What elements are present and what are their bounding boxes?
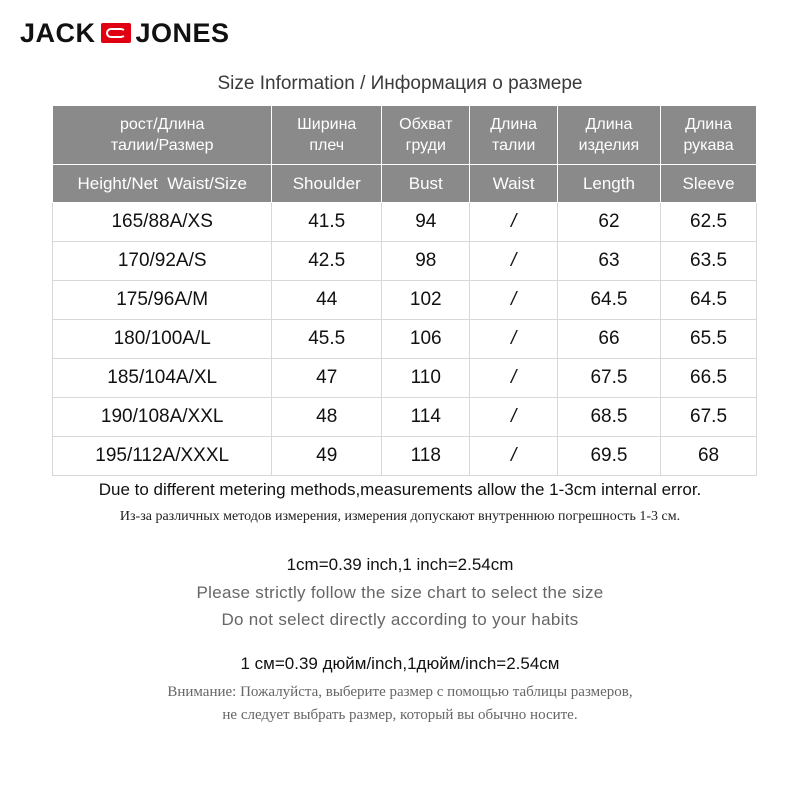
table-row <box>53 320 757 359</box>
header-en-bust: Bust <box>382 165 470 203</box>
sleeve-cell: 63.5 <box>661 242 757 281</box>
shoulder-cell: 44 <box>272 281 382 320</box>
header-ru-shoulder: Ширина плеч <box>272 106 382 165</box>
page-title: Size Information / Информация о размере <box>217 73 583 94</box>
sleeve-cell: 64.5 <box>661 281 757 320</box>
brand-right-word: JONES <box>135 17 230 48</box>
sleeve-cell: 68 <box>661 437 757 476</box>
sleeve-cell: 65.5 <box>661 320 757 359</box>
error-note-en: Due to different metering methods,measurements allow the 1-3cm internal error. <box>98 480 702 499</box>
bust-cell: 102 <box>382 281 470 320</box>
header-row-ru <box>53 106 757 165</box>
sleeve-cell: 66.5 <box>661 359 757 398</box>
size-cell: 185/104A/XL <box>53 359 272 398</box>
header-row-en <box>53 165 757 203</box>
header-en-length: Length <box>557 165 660 203</box>
shoulder-cell: 42.5 <box>272 242 382 281</box>
bust-cell: 106 <box>382 320 470 359</box>
bust-cell: 98 <box>382 242 470 281</box>
length-cell: 62 <box>557 203 660 242</box>
size-cell: 165/88A/XS <box>53 203 272 242</box>
header-en-size: Height/Net Waist/Size <box>53 165 272 203</box>
shoulder-cell: 45.5 <box>272 320 382 359</box>
waist-cell: / <box>470 320 557 359</box>
size-table <box>52 105 757 476</box>
waist-cell: / <box>470 437 557 476</box>
header-ru-bust: Обхват груди <box>382 106 470 165</box>
bust-cell: 118 <box>382 437 470 476</box>
conversion-ru: 1 см=0.39 дюйм/inch,1дюйм/inch=2.54см <box>240 654 560 673</box>
waist-cell: / <box>470 242 557 281</box>
size-cell: 180/100A/L <box>53 320 272 359</box>
bust-cell: 114 <box>382 398 470 437</box>
header-ru-waist: Длина талии <box>470 106 557 165</box>
brand-left-word: JACK <box>20 17 96 48</box>
header-en-waist: Waist <box>470 165 557 203</box>
header-ru-size: рост/Длина талии/Размер <box>53 106 272 165</box>
length-cell: 63 <box>557 242 660 281</box>
red-flag-logo-icon <box>101 23 131 43</box>
length-cell: 67.5 <box>557 359 660 398</box>
attention-line-2: не следует выбрать размер, который вы обычно носите. <box>222 707 578 723</box>
header-en-sleeve: Sleeve <box>661 165 757 203</box>
header-ru-sleeve: Длина рукава <box>661 106 757 165</box>
table-row <box>53 242 757 281</box>
waist-cell: / <box>470 398 557 437</box>
bust-cell: 110 <box>382 359 470 398</box>
header-ru-length: Длина изделия <box>557 106 660 165</box>
sleeve-cell: 67.5 <box>661 398 757 437</box>
header-en-shoulder: Shoulder <box>272 165 382 203</box>
table-row <box>53 398 757 437</box>
table-row <box>53 437 757 476</box>
shoulder-cell: 41.5 <box>272 203 382 242</box>
size-cell: 175/96A/M <box>53 281 272 320</box>
size-cell: 170/92A/S <box>53 242 272 281</box>
length-cell: 68.5 <box>557 398 660 437</box>
shoulder-cell: 47 <box>272 359 382 398</box>
shoulder-cell: 49 <box>272 437 382 476</box>
sleeve-cell: 62.5 <box>661 203 757 242</box>
conversion-en: 1cm=0.39 inch,1 inch=2.54cm <box>286 555 514 574</box>
length-cell: 69.5 <box>557 437 660 476</box>
table-row <box>53 359 757 398</box>
size-cell: 195/112A/XXXL <box>53 437 272 476</box>
length-cell: 64.5 <box>557 281 660 320</box>
size-cell: 190/108A/XXL <box>53 398 272 437</box>
brand-logo <box>20 16 230 50</box>
follow-chart-line-1: Please strictly follow the size chart to select the size <box>196 583 604 602</box>
waist-cell: / <box>470 281 557 320</box>
attention-line-1: Внимание: Пожалуйста, выберите размер с помощью таблицы размеров, <box>167 684 633 700</box>
waist-cell: / <box>470 203 557 242</box>
waist-cell: / <box>470 359 557 398</box>
shoulder-cell: 48 <box>272 398 382 437</box>
length-cell: 66 <box>557 320 660 359</box>
table-row <box>53 203 757 242</box>
follow-chart-line-2: Do not select directly according to your habits <box>221 610 579 629</box>
table-row <box>53 281 757 320</box>
error-note-ru: Из-за различных методов измерения, измерения допускают внутреннюю погрешность 1-3 см. <box>119 509 681 524</box>
bust-cell: 94 <box>382 203 470 242</box>
